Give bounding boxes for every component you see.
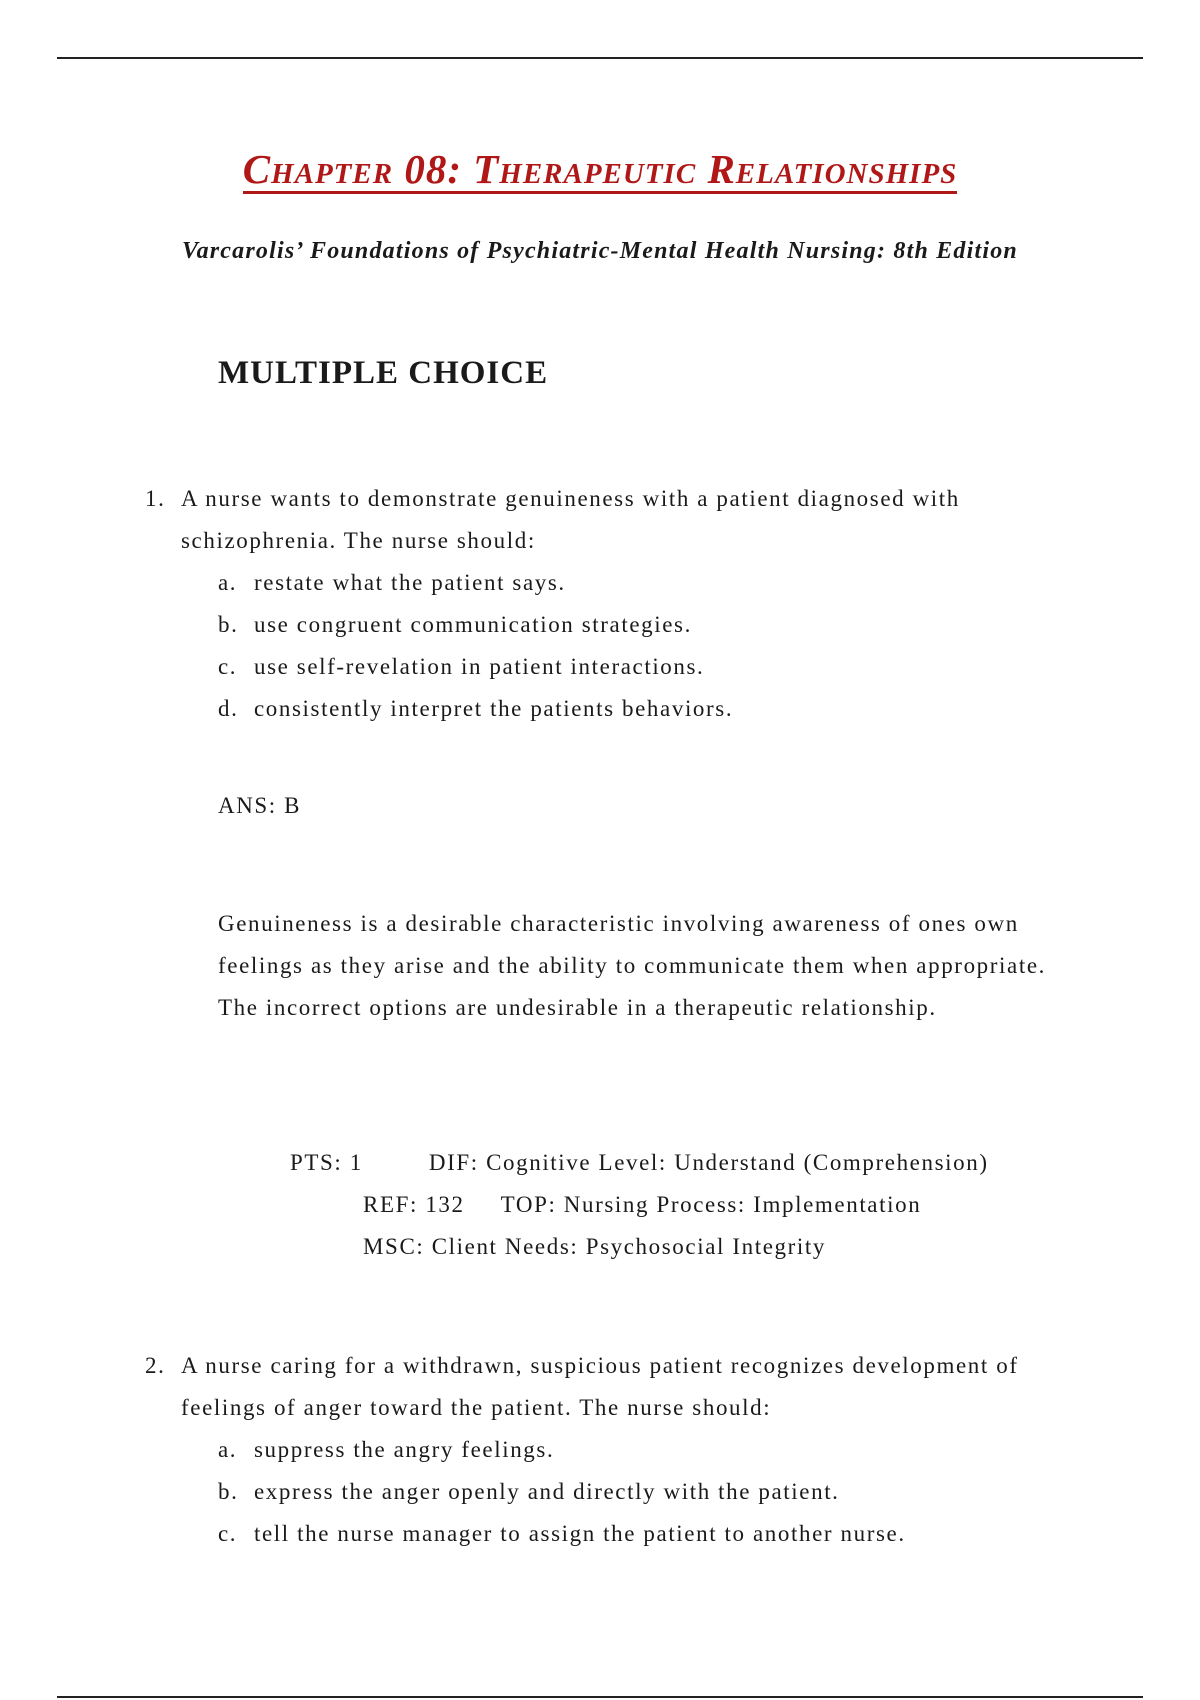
question-1 [145,478,1045,730]
option-c [218,646,1045,688]
rationale: Genuineness is a desirable characteristic involving awareness of ones own feelings as they arise and the ability to communicate them when appropriate. The incorrect options are undesirable in a therapeutic relationship. [218,911,1046,1020]
top-rule [57,57,1143,59]
option-letter: d. [218,696,239,721]
book-subtitle: Varcarolis’ Foundations of Psychiatric-Mental Health Nursing: 8th Edition [182,238,1018,264]
option-text: suppress the angry feelings. [254,1437,555,1462]
question-2 [145,1345,1045,1555]
option-letter: b. [218,612,239,637]
meta-msc: MSC: Client Needs: Psychosocial Integrity [363,1234,826,1259]
option-letter: a. [218,1437,238,1462]
option-text: use congruent communication strategies. [254,612,692,637]
option-text: express the anger openly and directly with the patient. [254,1479,840,1504]
option-a [218,562,1045,604]
option-d [218,688,1045,730]
option-b [218,604,1045,646]
answer-options [218,562,1045,730]
question-metadata [290,1142,1090,1268]
option-letter: a. [218,570,238,595]
chapter-title-block [0,148,1200,194]
option-c [218,1513,1045,1555]
option-letter: b. [218,1479,239,1504]
option-b [218,1471,1045,1513]
meta-dif: DIF: Cognitive Level: Understand (Comprehension) [428,1150,989,1175]
section-heading: MULTIPLE CHOICE [218,355,549,391]
option-letter: c. [218,1521,238,1546]
option-text: consistently interpret the patients behaviors. [254,696,734,721]
meta-ref: REF: 132 [363,1192,465,1217]
option-a [218,1429,1045,1471]
question-stem: A nurse wants to demonstrate genuineness with a patient diagnosed with schizophrenia. The nurse should: [181,486,960,553]
option-text: restate what the patient says. [254,570,566,595]
answer-key: ANS: B [218,793,302,818]
option-letter: c. [218,654,238,679]
question-number: 1. [145,486,166,511]
meta-pts: PTS: 1 [290,1150,363,1175]
option-text: tell the nurse manager to assign the patient to another nurse. [254,1521,906,1546]
chapter-title: Chapter 08: Therapeutic Relationships [243,148,958,194]
answer-options [218,1429,1045,1555]
bottom-rule [57,1696,1143,1698]
question-stem: A nurse caring for a withdrawn, suspicious patient recognizes development of feelings of anger toward the patient. The nurse should: [181,1353,1019,1420]
meta-top: TOP: Nursing Process: Implementation [500,1192,922,1217]
option-text: use self-revelation in patient interactions. [254,654,705,679]
question-number: 2. [145,1353,166,1378]
